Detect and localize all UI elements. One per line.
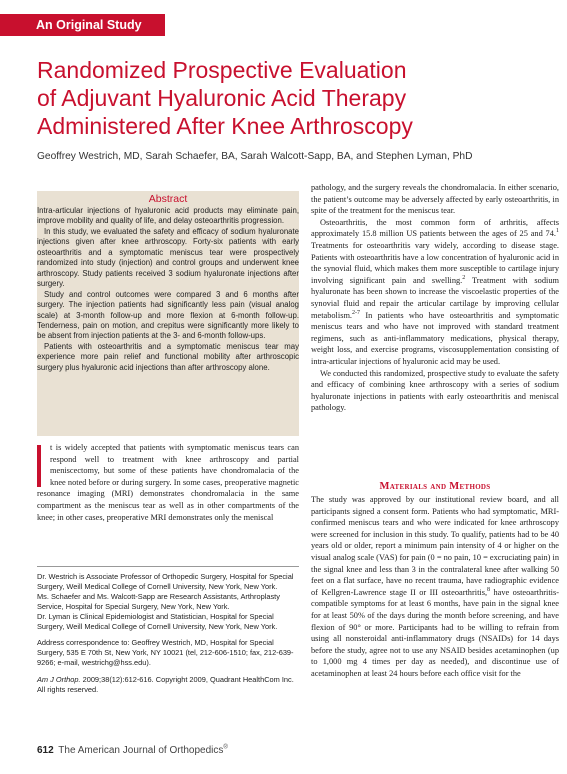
- citation-details: 2009;38(12):612-616. Copyright 2009, Quadrant HealthCom Inc. All rights reserved.: [37, 675, 294, 695]
- author-footnotes: [37, 572, 299, 695]
- correspondence: Address correspondence to: Geoffrey Westrich, MD, Hospital for Special Surgery, 535 E 70th St, New York, NY 10021 (tel, 212-606-1510; fax, 212-639-9266; e-mail, westrichg@hss.edu).: [37, 638, 294, 668]
- reference-mark: 2: [462, 274, 466, 281]
- affiliation: Dr. Westrich is Associate Professor of Orthopedic Surgery, Hospital for Special Surgery, Weill Medical College of Cornell University, New York, New York.: [37, 572, 294, 591]
- page-footer: [37, 745, 228, 756]
- affiliation: Ms. Schaefer and Ms. Walcott-Sapp are Research Assistants, Arthroplasty Service, Hospital for Special Surgery, New York, New York.: [37, 591, 280, 611]
- dropcap: [37, 445, 44, 485]
- title-line: Randomized Prospective Evaluation: [37, 57, 407, 83]
- intro-text: t is widely accepted that patients with symptomatic meniscus tears can respond well to treatment with knee arthroscopy and partial meniscectomy, but some of these patients have chondromalacia of the knee noted before or during surgery. In some cases, preoperative magnetic resonance imaging (MRI) demonstrates chondromalacia in the same compartment as the meniscus tear as well as in other compartments of the knee; in other cases, preoperative MRI demonstrates only the meniscal: [37, 443, 299, 522]
- reference-mark: 8: [487, 586, 491, 593]
- body-paragraph: [311, 494, 559, 680]
- page-number: 612: [37, 745, 54, 756]
- introduction: [37, 442, 299, 523]
- abstract-heading: Abstract: [148, 193, 188, 205]
- section-heading-methods: Materials and Methods: [379, 481, 491, 492]
- abstract-paragraph: Intra-articular injections of hyaluronic acid products may eliminate pain, improve mobility and quality of life, and delay osteoarthritis progression.: [37, 206, 299, 226]
- body-paragraph: pathology, and the surgery reveals the chondromalacia. In either scenario, the patient’s outcome may be adversely affected by early osteoarthritis, in spite of the treatment for the meniscus tear.: [311, 183, 559, 216]
- right-column-body: [311, 182, 559, 414]
- reference-mark: 2-7: [352, 309, 361, 316]
- title-line: Administered After Knee Arthroscopy: [37, 113, 413, 139]
- abstract-paragraph: Study and control outcomes were compared 3 and 6 months after surgery. The injection patients had significantly less pain (visual analog scale) at 3-month follow-up and more flexion at 6-month follow-up. Tenderness, pain on motion, and crepitus were significantly more likely to be absent from injection patients at the 3- and 6-month follow-ups.: [37, 289, 299, 341]
- intro-paragraph: [37, 442, 299, 523]
- abstract-body: [37, 206, 299, 373]
- body-text: The study was approved by our institutional review board, and all participants signed a consent form. Patients who had symptomatic, MRI-confirmed meniscus tears and who were indicated for knee arthroscopy were screened for inclusion in this study. To qualify, patients had to be 40 years old or older, report a minimum pain intensity of 4 or higher on the visual analog scale (VAS) for pain (0 = no pain, 10 = excruciating pain) in the signal knee and less than 3 in the contralateral knee after walking 50 feet on a flat surface, have no recent trauma, have radiographic evidence of Kellgren-Lawrence stage II or III osteoarthritis,: [311, 495, 559, 597]
- citation: [37, 675, 299, 695]
- body-text: have osteoarthritis-compatible symptoms for at least 6 months, have pain in the signal knee for at least 50% of the days during the month before screening, and have flexion of 90° or more. Participants had to be willing to refrain from using all nonsteroidal anti-inflammatory drugs (NSAIDs) for 14 days before the study, agree not to use any NSAID besides acetaminophen (up to 1,000 mg 4 times per day as needed), and discontinue use of acetaminophen at least 24 hours before each office visit for the: [311, 587, 560, 678]
- body-text: Osteoarthritis, the most common form of arthritis, affects approximately 15.8 million US patients between the ages of 25 and 74.: [311, 217, 559, 239]
- body-paragraph: We conducted this randomized, prospective study to evaluate the safety and efficacy of combining knee arthroscopy with a series of sodium hyaluronate injections in patients with early osteoarthritis and meniscal pathology.: [311, 368, 559, 413]
- abstract-paragraph: Patients with osteoarthritis and a symptomatic meniscus tear may experience more pain relief and functional mobility after arthroscopic surgery plus hyaluronic acid injections than after arthroscopy alone.: [37, 341, 299, 372]
- reference-mark: 1: [556, 228, 559, 235]
- article-title: [37, 56, 537, 140]
- body-text: Treatments for osteoarthritis vary widely, according to disease stage. Patients with osteoarthritis have a low concentration of hyaluronic acid in the synovial fluid, which makes them more susceptible to cartilage injury involving significant pain and swelling.: [311, 240, 559, 285]
- citation-journal: Am J Orthop.: [37, 675, 81, 685]
- body-text: In patients who have osteoarthritis and symptomatic meniscus tears and who have not improved with standard treatment regimens, such as anti-inflammatory medications, physical therapy, weight loss, and exercise programs, viscosupplementation consisting of intra-articular injections of hyaluronic acid may be used.: [311, 310, 559, 366]
- abstract-paragraph: In this study, we evaluated the safety and efficacy of sodium hyaluronate injections given after knee arthroscopy. Forty-six patients with early osteoarthritis and a symptomatic meniscus tear were prospectively randomized into study (injection) and control groups and underwent knee arthroscopy. Study patients received 3 sodium hyaluronate injections after surgery.: [37, 226, 299, 289]
- methods-body: [311, 494, 559, 680]
- journal-name: The American Journal of Orthopedics: [58, 745, 224, 756]
- author-list: Geoffrey Westrich, MD, Sarah Schaefer, BA, Sarah Walcott-Sapp, BA, and Stephen Lyman, PhD: [37, 151, 473, 162]
- registered-mark: ®: [223, 744, 228, 751]
- affiliation: Dr. Lyman is Clinical Epidemiologist and Statistician, Hospital for Special Surgery, Weill Medical College of Cornell University, New York, New York.: [37, 611, 278, 631]
- title-line: of Adjuvant Hyaluronic Acid Therapy: [37, 85, 407, 111]
- article-type-banner: An Original Study: [0, 14, 165, 36]
- dropcap-mark: [37, 445, 41, 487]
- body-text: Treatment with sodium hyaluronate has been shown to increase the viscoelastic properties of the synovial fluid and repair the articular cartilage by improving cellular metabolism.: [311, 275, 559, 320]
- body-paragraph: [311, 217, 559, 368]
- footnote-divider: [37, 566, 299, 567]
